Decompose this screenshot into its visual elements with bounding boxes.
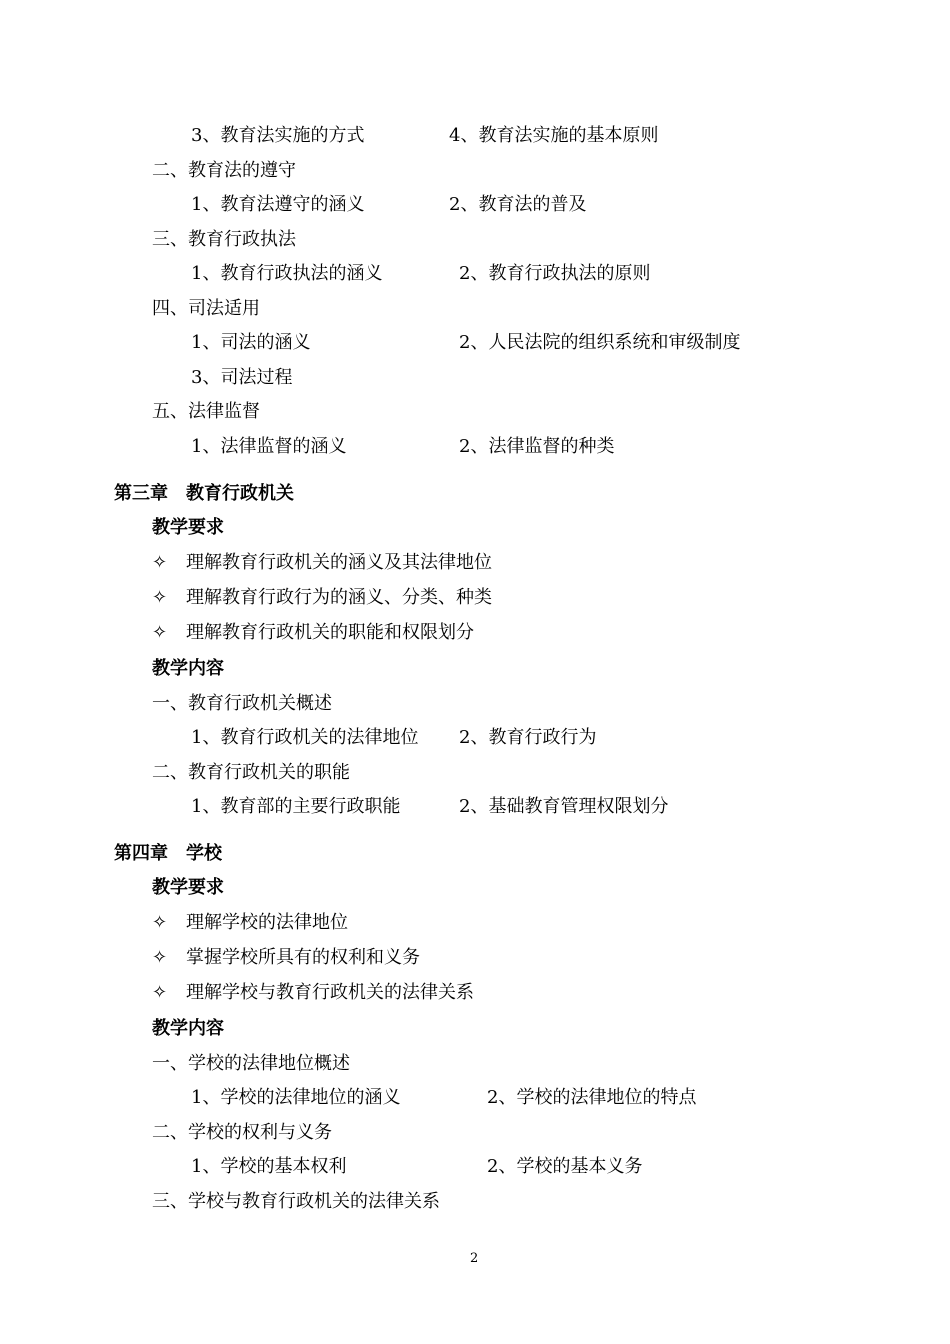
- page-number: 2: [470, 1251, 479, 1266]
- section-heading: 四、司法适用: [152, 298, 260, 319]
- list-item: 1、教育行政执法的涵义: [191, 263, 383, 284]
- list-item: 1、教育部的主要行政职能: [191, 796, 401, 817]
- section-heading: 三、学校与教育行政机关的法律关系: [152, 1191, 440, 1212]
- requirement-item: ✧ 掌握学校所具有的权利和义务: [152, 947, 420, 968]
- requirements-heading: 教学要求: [152, 877, 224, 898]
- content-heading: 教学内容: [152, 1018, 224, 1039]
- list-item: 2、法律监督的种类: [459, 436, 615, 457]
- list-item: 1、法律监督的涵义: [191, 436, 347, 457]
- section-heading: 二、教育行政机关的职能: [152, 762, 350, 783]
- content-heading: 教学内容: [152, 658, 224, 679]
- section-heading: 二、教育法的遵守: [152, 160, 296, 181]
- section-heading: 一、教育行政机关概述: [152, 693, 332, 714]
- list-item: 2、学校的基本义务: [487, 1156, 643, 1177]
- list-item: 4、教育法实施的基本原则: [449, 125, 659, 146]
- requirement-item: ✧ 理解教育行政机关的职能和权限划分: [152, 622, 474, 643]
- list-item: 2、基础教育管理权限划分: [459, 796, 669, 817]
- chapter-title: 第三章 教育行政机关: [114, 483, 294, 504]
- diamond-bullet-icon: ✧: [152, 947, 168, 968]
- list-item: 2、教育行政执法的原则: [459, 263, 651, 284]
- list-item: 1、学校的法律地位的涵义: [191, 1087, 401, 1108]
- list-item: 1、教育法遵守的涵义: [191, 194, 365, 215]
- list-item: 1、司法的涵义: [191, 332, 311, 353]
- list-item: 1、学校的基本权利: [191, 1156, 347, 1177]
- section-heading: 五、法律监督: [152, 401, 260, 422]
- diamond-bullet-icon: ✧: [152, 912, 168, 933]
- list-item: 3、司法过程: [191, 367, 293, 388]
- section-heading: 三、教育行政执法: [152, 229, 296, 250]
- requirement-item: ✧ 理解学校的法律地位: [152, 912, 348, 933]
- list-item: 1、教育行政机关的法律地位: [191, 727, 419, 748]
- diamond-bullet-icon: ✧: [152, 982, 168, 1003]
- list-item: 2、教育行政行为: [459, 727, 597, 748]
- diamond-bullet-icon: ✧: [152, 552, 168, 573]
- requirement-item: ✧ 理解学校与教育行政机关的法律关系: [152, 982, 474, 1003]
- section-heading: 一、学校的法律地位概述: [152, 1053, 350, 1074]
- list-item: 2、教育法的普及: [449, 194, 587, 215]
- list-item: 2、人民法院的组织系统和审级制度: [459, 332, 741, 353]
- requirement-item: ✧ 理解教育行政机关的涵义及其法律地位: [152, 552, 492, 573]
- section-heading: 二、学校的权利与义务: [152, 1122, 332, 1143]
- chapter-title: 第四章 学校: [114, 843, 222, 864]
- list-item: 2、学校的法律地位的特点: [487, 1087, 697, 1108]
- diamond-bullet-icon: ✧: [152, 622, 168, 643]
- list-item: 3、教育法实施的方式: [191, 125, 365, 146]
- requirement-item: ✧ 理解教育行政行为的涵义、分类、种类: [152, 587, 492, 608]
- requirements-heading: 教学要求: [152, 517, 224, 538]
- diamond-bullet-icon: ✧: [152, 587, 168, 608]
